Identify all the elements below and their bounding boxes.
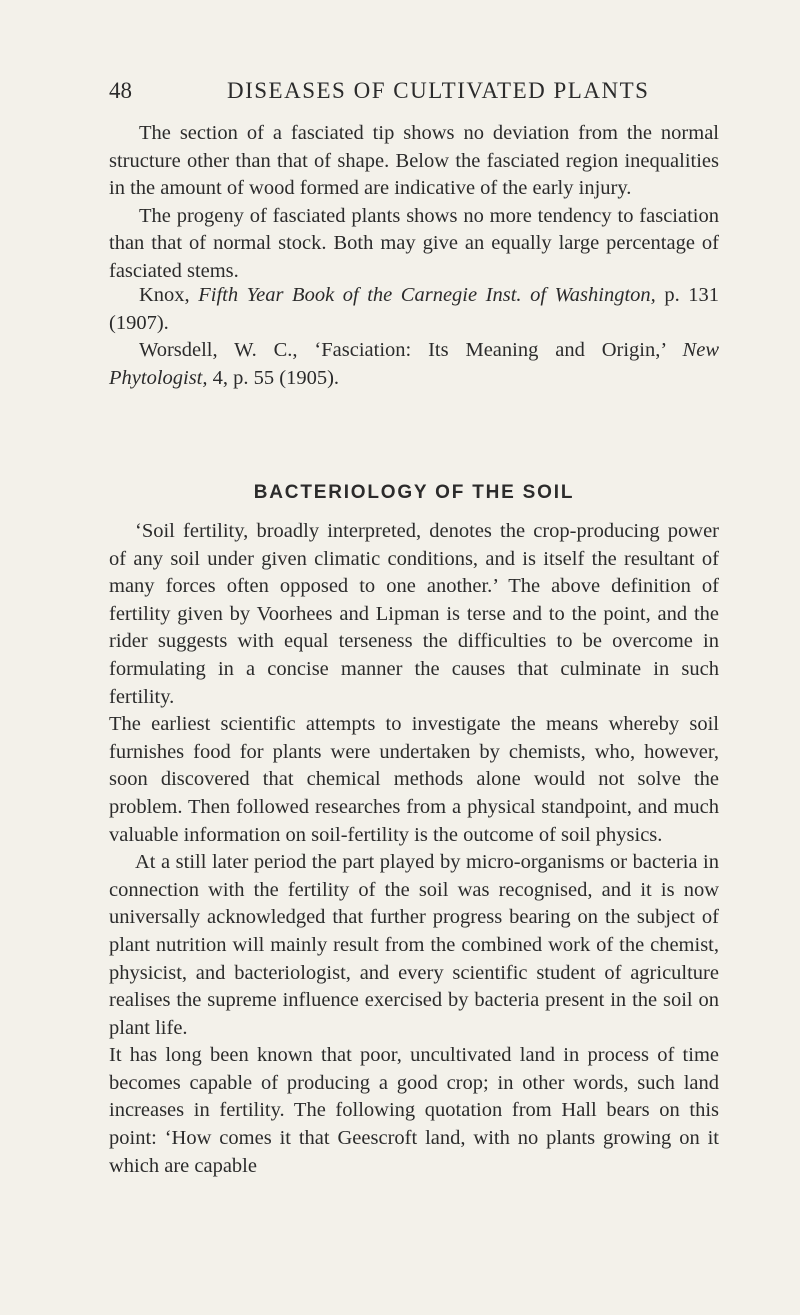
reference-title: New Phytologist, bbox=[109, 339, 719, 389]
paragraph: ‘Soil fertility, broadly interpreted, denotes the crop-producing power of any soil under given climatic conditions, and is itself the resultant of many forces often opposed to one another.’ The above definition of fertility given by Voorhees and Lipman is terse and to the point, and the rider suggests with equal terseness the difficulties to be overcome in formulating in a concise manner the causes that culminate in such fertility. bbox=[109, 520, 719, 708]
page-number: 48 bbox=[109, 78, 132, 103]
reference-knox: Knox, Fifth Year Book of the Carnegie Inst. of Washington, p. 131 (1907). bbox=[109, 284, 719, 334]
paragraph: The progeny of fasciated plants shows no more tendency to fasciation than that of normal stock. Both may give an equally large percentage of fasciated stems. bbox=[109, 204, 719, 282]
paragraph: At a still later period the part played by micro-organisms or bacteria in connection with the fertility of the soil was recognised, and it is now universally acknowledged that further progress bearing on the subject of plant nutrition will mainly result from the combined work of the chemist, physicist, and bacteriologist, and every scientific student of agriculture realises the supreme influence exercised by bacteria present in the soil on plant life. bbox=[109, 851, 719, 1039]
section-text bbox=[109, 518, 719, 1180]
paragraph: The earliest scientific attempts to investigate the means whereby soil furnishes food for plants were undertaken by chemists, who, however, soon discovered that chemical methods alone would not solve the problem. Then followed researches from a physical standpoint, and much valuable information on soil-fertility is the outcome of soil physics. bbox=[109, 713, 719, 846]
paragraph: The section of a fasciated tip shows no deviation from the normal structure other than that of shape. Below the fasciated region inequalities in the amount of wood formed are indicative of the early injury. bbox=[109, 122, 719, 200]
paragraph: It has long been known that poor, uncultivated land in process of time becomes capable of producing a good crop; in other words, such land increases in fertility. The following quotation from Hall bears on this point: ‘How comes it that Geescroft land, with no plants growing on it which are capable bbox=[109, 1044, 719, 1177]
reference-worsdell: Worsdell, W. C., ‘Fasciation: Its Meaning and Origin,’ New Phytologist, 4, p. 55 (1905). bbox=[109, 339, 719, 389]
section-heading: BACTERIOLOGY OF THE SOIL bbox=[253, 482, 575, 503]
reference-title: Fifth Year Book of the Carnegie Inst. of Washington, bbox=[198, 284, 656, 306]
references bbox=[109, 282, 719, 392]
opening-text bbox=[109, 120, 719, 286]
running-title: DISEASES OF CULTIVATED PLANTS bbox=[227, 78, 650, 103]
